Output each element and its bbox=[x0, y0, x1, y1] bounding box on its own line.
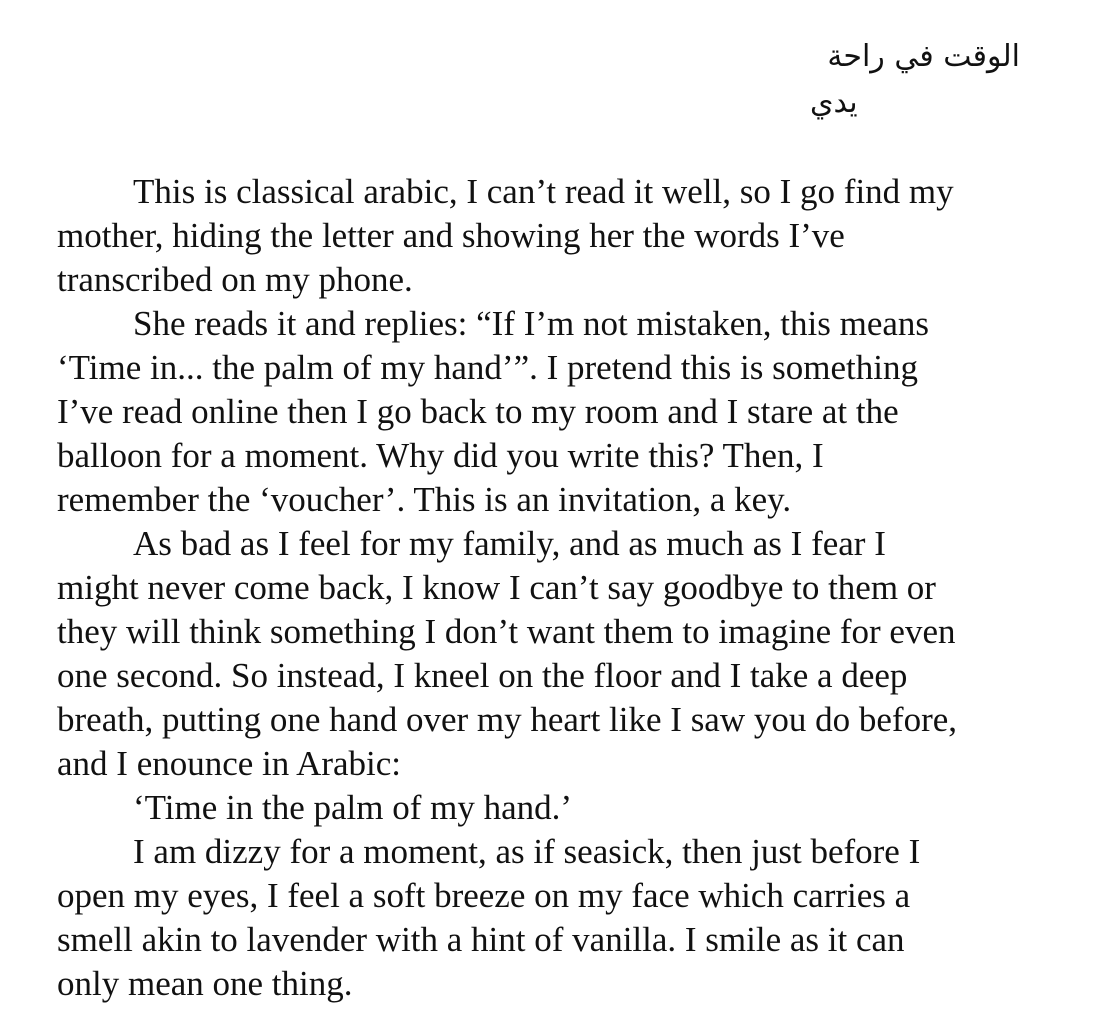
story-body bbox=[57, 170, 1057, 1006]
arabic-heading bbox=[790, 34, 1020, 126]
arabic-heading-line-2: يدي bbox=[810, 85, 858, 120]
arabic-heading-line-1: الوقت في راحة bbox=[827, 39, 1020, 74]
paragraph: I am dizzy for a moment, as if seasick, then just before I open my eyes, I feel a soft breeze on my face which carries a smell akin to lavender with a hint of vanilla. I smile as it can only mean one thing. bbox=[57, 832, 921, 1003]
paragraph: ‘Time in the palm of my hand.’ bbox=[133, 788, 573, 827]
paragraph: As bad as I feel for my family, and as much as I fear I might never come back, I know I can’t say goodbye to them or they will think something I don’t want them to imagine for even one second. So instead, I kneel on the floor and I take a deep breath, putting one hand over my heart like I saw you do before, and I enounce in Arabic: bbox=[57, 524, 958, 783]
paragraph: She reads it and replies: “If I’m not mistaken, this means ‘Time in... the palm of my hand’”. I pretend this is something I’ve read online then I go back to my room and I stare at the balloon for a moment. Why did you write this? Then, I remember the ‘voucher’. This is an invitation, a key. bbox=[57, 304, 930, 519]
paragraph: This is classical arabic, I can’t read it well, so I go find my mother, hiding the letter and showing her the words I’ve transcribed on my phone. bbox=[57, 172, 954, 299]
